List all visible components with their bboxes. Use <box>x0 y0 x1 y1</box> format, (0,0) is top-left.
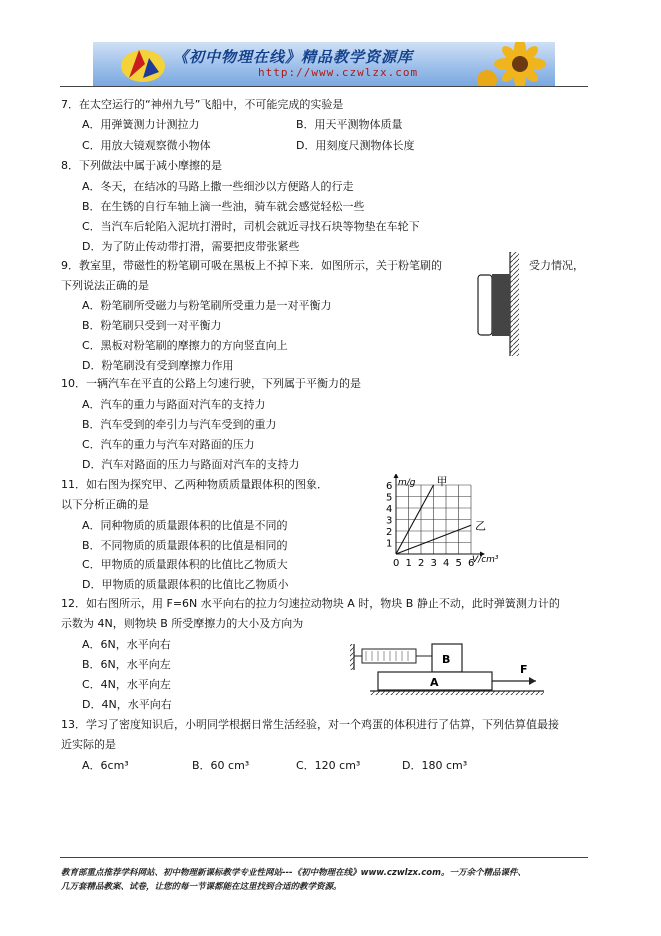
eraser-handle <box>478 275 492 335</box>
q13-stem-line2: 近实际的是 <box>61 738 116 751</box>
header-banner <box>93 42 555 86</box>
y-tick-label: 1 <box>386 538 393 550</box>
q11-option-c[interactable]: C．甲物质的质量跟体积的比值比乙物质大 <box>82 558 288 571</box>
q8-option-c[interactable]: C．当汽车后轮陷入泥坑打滑时，司机会就近寻找石块等物垫在车轮下 <box>82 220 420 233</box>
q13-option-a[interactable]: A．6cm³ <box>82 759 129 772</box>
q10-option-c[interactable]: C．汽车的重力与汽车对路面的压力 <box>82 438 255 451</box>
q13-stem-line1: 13．学习了密度知识后，小明同学根据日常生活经验，对一个鸡蛋的体积进行了估算，下列估算值最接 <box>61 718 559 731</box>
footer-line1: 教育部重点推荐学科网站、初中物理新课标教学专业性网站---《初中物理在线》www.czwlzx.com。一万余个精品课件、 <box>61 868 526 878</box>
sunflower-icon <box>475 42 555 86</box>
q12-stem-line2: 示数为 4N，则物块 B 所受摩擦力的大小及方向为 <box>61 617 304 630</box>
force-label: F <box>520 663 528 676</box>
q12-option-c[interactable]: C．4N，水平向左 <box>82 678 171 691</box>
q7-option-d[interactable]: D．用刻度尺测物体长度 <box>296 139 415 152</box>
header-rule <box>60 86 588 87</box>
q13-option-b[interactable]: B．60 cm³ <box>192 759 250 772</box>
q9-stem-line2: 下列说法正确的是 <box>61 279 149 292</box>
q10-stem: 10．一辆汽车在平直的公路上匀速行驶，下列属于平衡力的是 <box>61 377 361 390</box>
chart-y-axis-label: m/g <box>398 478 416 488</box>
board-hatch <box>510 252 519 356</box>
x-tick-label: 4 <box>443 558 450 569</box>
q12-option-b[interactable]: B．6N，水平向左 <box>82 658 171 671</box>
y-tick-label: 6 <box>386 481 393 492</box>
q7-option-a[interactable]: A．用弹簧测力计测拉力 <box>82 118 200 131</box>
x-tick-label: 6 <box>468 558 475 569</box>
chart-tick-labels <box>386 481 474 569</box>
chart-grid <box>396 485 471 554</box>
ground-hatch <box>370 691 544 695</box>
x-tick-label: 0 <box>393 558 400 569</box>
x-tick-label: 1 <box>405 558 412 569</box>
y-tick-label: 2 <box>386 527 393 538</box>
banner-url[interactable]: http://www.czwlzx.com <box>258 66 419 79</box>
q9-stem-tail: 受力情况， <box>529 259 584 272</box>
chart-x-axis-label: V/cm³ <box>472 555 499 565</box>
q12-stem-line1: 12．如右图所示，用 F=6N 水平向右的拉力匀速拉动物块 A 时，物块 B 静止不动，此时弹簧测力计的 <box>61 597 560 610</box>
series-label-yi: 乙 <box>475 519 486 533</box>
q13-option-c[interactable]: C．120 cm³ <box>296 759 361 772</box>
banner-title: 《初中物理在线》精品教学资源库 <box>173 48 414 66</box>
mass-volume-chart <box>378 474 512 582</box>
q9-stem-line1: 9．教室里，带磁性的粉笔刷可吸在黑板上不掉下来．如图所示，关于粉笔刷的 <box>61 259 442 272</box>
x-tick-label: 3 <box>430 558 437 569</box>
q7-option-b[interactable]: B．用天平测物体质量 <box>296 118 403 131</box>
q10-option-b[interactable]: B．汽车受到的牵引力与汽车受到的重力 <box>82 418 277 431</box>
footer-rule <box>60 857 588 858</box>
wall <box>350 644 354 670</box>
q11-stem-line2: 以下分析正确的是 <box>61 498 149 511</box>
q13-option-d[interactable]: D．180 cm³ <box>402 759 468 772</box>
eraser-pad <box>492 274 510 336</box>
arrow-head-icon <box>529 677 536 685</box>
q9-option-d[interactable]: D．粉笔刷没有受到摩擦力作用 <box>82 359 234 372</box>
y-tick-label: 5 <box>386 492 393 504</box>
friction-figure <box>348 638 548 700</box>
q8-option-b[interactable]: B．在生锈的自行车轴上滴一些油，骑车就会感觉轻松一些 <box>82 200 365 213</box>
q7-stem: 7．在太空运行的“神州九号”飞船中，不可能完成的实验是 <box>61 98 344 111</box>
q8-option-d[interactable]: D．为了防止传动带打滑，需要把皮带张紧些 <box>82 240 300 253</box>
x-tick-label: 2 <box>418 558 425 569</box>
logo-icon <box>115 42 175 86</box>
q11-option-d[interactable]: D．甲物质的质量跟体积的比值比乙物质小 <box>82 578 289 591</box>
q10-option-d[interactable]: D．汽车对路面的压力与路面对汽车的支持力 <box>82 458 300 471</box>
q11-stem-line1: 11．如右图为探究甲、乙两种物质质量跟体积的图象． <box>61 478 328 491</box>
x-tick-label: 5 <box>455 558 462 569</box>
q10-option-a[interactable]: A．汽车的重力与路面对汽车的支持力 <box>82 398 266 411</box>
q11-option-a[interactable]: A．同种物质的质量跟体积的比值是不同的 <box>82 519 288 532</box>
eraser-on-board-figure <box>468 250 528 358</box>
q12-option-d[interactable]: D．4N，水平向右 <box>82 698 172 711</box>
q7-option-c[interactable]: C．用放大镜观察微小物体 <box>82 139 211 152</box>
y-tick-label: 3 <box>386 515 393 527</box>
series-label-jia: 甲 <box>436 475 448 488</box>
y-tick-label: 4 <box>386 504 393 515</box>
q12-option-a[interactable]: A．6N，水平向右 <box>82 638 171 651</box>
q9-option-b[interactable]: B．粉笔刷只受到一对平衡力 <box>82 319 222 332</box>
q11-option-b[interactable]: B．不同物质的质量跟体积的比值是相同的 <box>82 539 288 552</box>
q8-stem: 8．下列做法中属于减小摩擦的是 <box>61 159 222 172</box>
block-a-label: A <box>430 676 439 689</box>
q8-option-a[interactable]: A．冬天，在结冰的马路上撒一些细沙以方便路人的行走 <box>82 180 354 193</box>
q9-option-c[interactable]: C．黑板对粉笔刷的摩擦力的方向竖直向上 <box>82 339 288 352</box>
block-b-label: B <box>442 653 451 666</box>
q9-option-a[interactable]: A．粉笔刷所受磁力与粉笔刷所受重力是一对平衡力 <box>82 299 332 312</box>
footer-line2: 几万套精品教案、试卷，让您的每一节课都能在这里找到合适的教学资源。 <box>61 882 342 892</box>
